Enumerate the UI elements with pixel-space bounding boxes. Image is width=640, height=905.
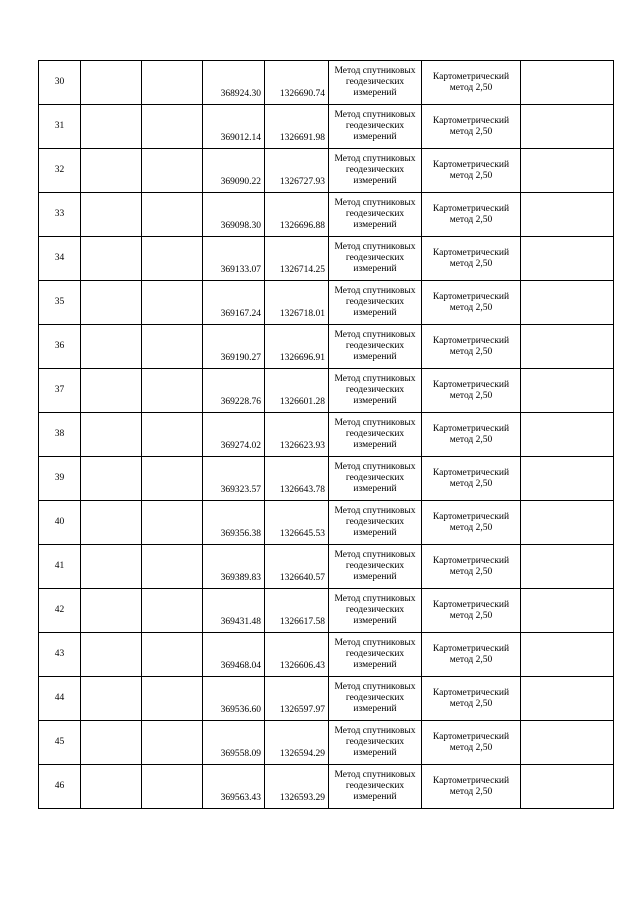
y-coordinate-cell: 1326601.28 (265, 369, 329, 413)
table-row (39, 281, 614, 325)
empty-cell (81, 721, 142, 765)
precision-text: Картометрический (432, 71, 510, 82)
precision-text: Картометрический (432, 775, 510, 786)
method-text: измерений (353, 616, 397, 626)
empty-cell (142, 589, 203, 633)
method-text: геодезических (345, 209, 405, 219)
point-number-cell: 39 (39, 457, 81, 501)
empty-cell (81, 413, 142, 457)
empty-cell (142, 677, 203, 721)
empty-cell (142, 457, 203, 501)
x-coordinate-cell: 369274.02 (203, 413, 265, 457)
precision-cell (422, 369, 521, 413)
method-text: Метод спутниковых (334, 242, 416, 252)
method-text: измерений (353, 132, 397, 142)
method-text: измерений (353, 352, 397, 362)
empty-cell (81, 281, 142, 325)
method-text: Метод спутниковых (334, 506, 416, 516)
precision-text: метод 2,50 (449, 170, 493, 181)
empty-cell (81, 149, 142, 193)
point-number-cell: 40 (39, 501, 81, 545)
empty-cell (142, 105, 203, 149)
point-number-cell: 31 (39, 105, 81, 149)
empty-cell (521, 237, 614, 281)
precision-text: метод 2,50 (449, 214, 493, 225)
method-text: Метод спутниковых (334, 594, 416, 604)
x-coordinate-cell: 369012.14 (203, 105, 265, 149)
precision-cell (422, 765, 521, 809)
x-coordinate-cell: 369389.83 (203, 545, 265, 589)
method-cell (329, 501, 422, 545)
empty-cell (142, 721, 203, 765)
x-coordinate-cell: 369167.24 (203, 281, 265, 325)
method-text: измерений (353, 220, 397, 230)
table-row (39, 413, 614, 457)
y-coordinate-cell: 1326645.53 (265, 501, 329, 545)
method-text: Метод спутниковых (334, 726, 416, 736)
precision-cell (422, 677, 521, 721)
method-text: геодезических (345, 737, 405, 747)
table-row (39, 61, 614, 105)
precision-text: Картометрический (432, 423, 510, 434)
x-coordinate-cell: 369468.04 (203, 633, 265, 677)
method-text: Метод спутниковых (334, 418, 416, 428)
method-text: измерений (353, 308, 397, 318)
precision-text: метод 2,50 (449, 258, 493, 269)
method-text: измерений (353, 660, 397, 670)
method-text: геодезических (345, 297, 405, 307)
table-row (39, 237, 614, 281)
point-number-cell: 34 (39, 237, 81, 281)
precision-cell (422, 193, 521, 237)
empty-cell (142, 193, 203, 237)
empty-cell (81, 501, 142, 545)
precision-text: Картометрический (432, 599, 510, 610)
method-text: геодезических (345, 121, 405, 131)
empty-cell (142, 369, 203, 413)
precision-cell (422, 237, 521, 281)
precision-text: Картометрический (432, 467, 510, 478)
empty-cell (81, 105, 142, 149)
x-coordinate-cell: 369323.57 (203, 457, 265, 501)
method-text: геодезических (345, 253, 405, 263)
precision-text: метод 2,50 (449, 346, 493, 357)
empty-cell (81, 237, 142, 281)
empty-cell (81, 325, 142, 369)
method-text: геодезических (345, 165, 405, 175)
method-text: Метод спутниковых (334, 286, 416, 296)
method-text: Метод спутниковых (334, 462, 416, 472)
table-row (39, 765, 614, 809)
empty-cell (142, 61, 203, 105)
x-coordinate-cell: 369228.76 (203, 369, 265, 413)
empty-cell (81, 589, 142, 633)
empty-cell (521, 325, 614, 369)
precision-cell (422, 413, 521, 457)
method-text: геодезических (345, 385, 405, 395)
method-cell (329, 237, 422, 281)
method-cell (329, 61, 422, 105)
table-row (39, 325, 614, 369)
empty-cell (521, 457, 614, 501)
precision-text: метод 2,50 (449, 302, 493, 313)
method-text: Метод спутниковых (334, 66, 416, 76)
method-text: Метод спутниковых (334, 198, 416, 208)
method-text: геодезических (345, 649, 405, 659)
y-coordinate-cell: 1326606.43 (265, 633, 329, 677)
y-coordinate-cell: 1326714.25 (265, 237, 329, 281)
precision-text: метод 2,50 (449, 610, 493, 621)
precision-text: метод 2,50 (449, 82, 493, 93)
empty-cell (142, 325, 203, 369)
y-coordinate-cell: 1326594.29 (265, 721, 329, 765)
y-coordinate-cell: 1326691.98 (265, 105, 329, 149)
empty-cell (81, 677, 142, 721)
point-number-cell: 41 (39, 545, 81, 589)
precision-cell (422, 105, 521, 149)
method-text: Метод спутниковых (334, 110, 416, 120)
empty-cell (142, 501, 203, 545)
x-coordinate-cell: 369098.30 (203, 193, 265, 237)
precision-text: Картометрический (432, 511, 510, 522)
precision-text: Картометрический (432, 159, 510, 170)
method-text: измерений (353, 396, 397, 406)
precision-cell (422, 281, 521, 325)
precision-cell (422, 633, 521, 677)
precision-cell (422, 589, 521, 633)
method-text: измерений (353, 176, 397, 186)
coordinates-table (38, 60, 614, 809)
method-text: геодезических (345, 561, 405, 571)
method-cell (329, 721, 422, 765)
empty-cell (81, 633, 142, 677)
empty-cell (521, 721, 614, 765)
method-text: измерений (353, 88, 397, 98)
point-number-cell: 37 (39, 369, 81, 413)
precision-text: метод 2,50 (449, 434, 493, 445)
method-cell (329, 765, 422, 809)
method-text: геодезических (345, 77, 405, 87)
method-cell (329, 677, 422, 721)
table-row (39, 633, 614, 677)
table-body (39, 61, 614, 809)
method-cell (329, 369, 422, 413)
precision-text: Картометрический (432, 687, 510, 698)
precision-text: метод 2,50 (449, 390, 493, 401)
precision-text: метод 2,50 (449, 522, 493, 533)
method-cell (329, 325, 422, 369)
empty-cell (521, 369, 614, 413)
precision-text: Картометрический (432, 291, 510, 302)
method-text: измерений (353, 572, 397, 582)
method-cell (329, 457, 422, 501)
precision-text: Картометрический (432, 555, 510, 566)
table-row (39, 369, 614, 413)
y-coordinate-cell: 1326617.58 (265, 589, 329, 633)
x-coordinate-cell: 369133.07 (203, 237, 265, 281)
empty-cell (81, 369, 142, 413)
empty-cell (81, 193, 142, 237)
method-cell (329, 545, 422, 589)
method-text: измерений (353, 528, 397, 538)
y-coordinate-cell: 1326593.29 (265, 765, 329, 809)
precision-cell (422, 501, 521, 545)
point-number-cell: 35 (39, 281, 81, 325)
x-coordinate-cell: 369190.27 (203, 325, 265, 369)
precision-text: Картометрический (432, 335, 510, 346)
method-text: геодезических (345, 693, 405, 703)
precision-text: метод 2,50 (449, 742, 493, 753)
empty-cell (521, 105, 614, 149)
method-cell (329, 589, 422, 633)
precision-cell (422, 149, 521, 193)
precision-cell (422, 61, 521, 105)
method-text: Метод спутниковых (334, 330, 416, 340)
point-number-cell: 36 (39, 325, 81, 369)
point-number-cell: 43 (39, 633, 81, 677)
method-cell (329, 281, 422, 325)
precision-text: Картометрический (432, 643, 510, 654)
x-coordinate-cell: 368924.30 (203, 61, 265, 105)
point-number-cell: 42 (39, 589, 81, 633)
empty-cell (142, 237, 203, 281)
method-text: Метод спутниковых (334, 770, 416, 780)
method-text: геодезических (345, 341, 405, 351)
table-row (39, 545, 614, 589)
method-text: геодезических (345, 605, 405, 615)
empty-cell (521, 413, 614, 457)
table-row (39, 149, 614, 193)
precision-text: метод 2,50 (449, 478, 493, 489)
point-number-cell: 46 (39, 765, 81, 809)
precision-text: Картометрический (432, 731, 510, 742)
precision-cell (422, 545, 521, 589)
precision-text: Картометрический (432, 379, 510, 390)
method-text: измерений (353, 748, 397, 758)
x-coordinate-cell: 369431.48 (203, 589, 265, 633)
precision-text: Картометрический (432, 247, 510, 258)
y-coordinate-cell: 1326643.78 (265, 457, 329, 501)
y-coordinate-cell: 1326640.57 (265, 545, 329, 589)
point-number-cell: 45 (39, 721, 81, 765)
empty-cell (521, 501, 614, 545)
method-text: геодезических (345, 473, 405, 483)
table-row (39, 721, 614, 765)
table-row (39, 677, 614, 721)
x-coordinate-cell: 369536.60 (203, 677, 265, 721)
empty-cell (142, 281, 203, 325)
point-number-cell: 44 (39, 677, 81, 721)
empty-cell (142, 413, 203, 457)
empty-cell (81, 61, 142, 105)
empty-cell (521, 677, 614, 721)
method-text: Метод спутниковых (334, 374, 416, 384)
precision-cell (422, 325, 521, 369)
method-cell (329, 413, 422, 457)
method-cell (329, 149, 422, 193)
method-cell (329, 105, 422, 149)
method-cell (329, 633, 422, 677)
empty-cell (521, 61, 614, 105)
empty-cell (521, 545, 614, 589)
table-row (39, 105, 614, 149)
y-coordinate-cell: 1326690.74 (265, 61, 329, 105)
x-coordinate-cell: 369558.09 (203, 721, 265, 765)
method-text: Метод спутниковых (334, 682, 416, 692)
method-text: измерений (353, 704, 397, 714)
x-coordinate-cell: 369090.22 (203, 149, 265, 193)
table-row (39, 501, 614, 545)
precision-text: метод 2,50 (449, 566, 493, 577)
method-text: геодезических (345, 781, 405, 791)
empty-cell (521, 193, 614, 237)
y-coordinate-cell: 1326623.93 (265, 413, 329, 457)
method-cell (329, 193, 422, 237)
precision-text: Картометрический (432, 203, 510, 214)
empty-cell (142, 545, 203, 589)
precision-text: метод 2,50 (449, 786, 493, 797)
method-text: Метод спутниковых (334, 638, 416, 648)
y-coordinate-cell: 1326696.88 (265, 193, 329, 237)
point-number-cell: 32 (39, 149, 81, 193)
empty-cell (142, 765, 203, 809)
empty-cell (521, 281, 614, 325)
y-coordinate-cell: 1326696.91 (265, 325, 329, 369)
point-number-cell: 30 (39, 61, 81, 105)
method-text: Метод спутниковых (334, 154, 416, 164)
empty-cell (521, 589, 614, 633)
empty-cell (521, 633, 614, 677)
empty-cell (521, 765, 614, 809)
y-coordinate-cell: 1326597.97 (265, 677, 329, 721)
table-row (39, 589, 614, 633)
method-text: измерений (353, 484, 397, 494)
empty-cell (142, 149, 203, 193)
y-coordinate-cell: 1326718.01 (265, 281, 329, 325)
precision-text: метод 2,50 (449, 698, 493, 709)
table-row (39, 193, 614, 237)
empty-cell (81, 545, 142, 589)
precision-cell (422, 721, 521, 765)
method-text: Метод спутниковых (334, 550, 416, 560)
method-text: геодезических (345, 517, 405, 527)
method-text: измерений (353, 440, 397, 450)
point-number-cell: 33 (39, 193, 81, 237)
method-text: измерений (353, 792, 397, 802)
precision-text: метод 2,50 (449, 126, 493, 137)
precision-cell (422, 457, 521, 501)
precision-text: метод 2,50 (449, 654, 493, 665)
empty-cell (521, 149, 614, 193)
method-text: геодезических (345, 429, 405, 439)
table-row (39, 457, 614, 501)
method-text: измерений (353, 264, 397, 274)
x-coordinate-cell: 369563.43 (203, 765, 265, 809)
y-coordinate-cell: 1326727.93 (265, 149, 329, 193)
point-number-cell: 38 (39, 413, 81, 457)
empty-cell (81, 457, 142, 501)
empty-cell (142, 633, 203, 677)
precision-text: Картометрический (432, 115, 510, 126)
x-coordinate-cell: 369356.38 (203, 501, 265, 545)
empty-cell (81, 765, 142, 809)
